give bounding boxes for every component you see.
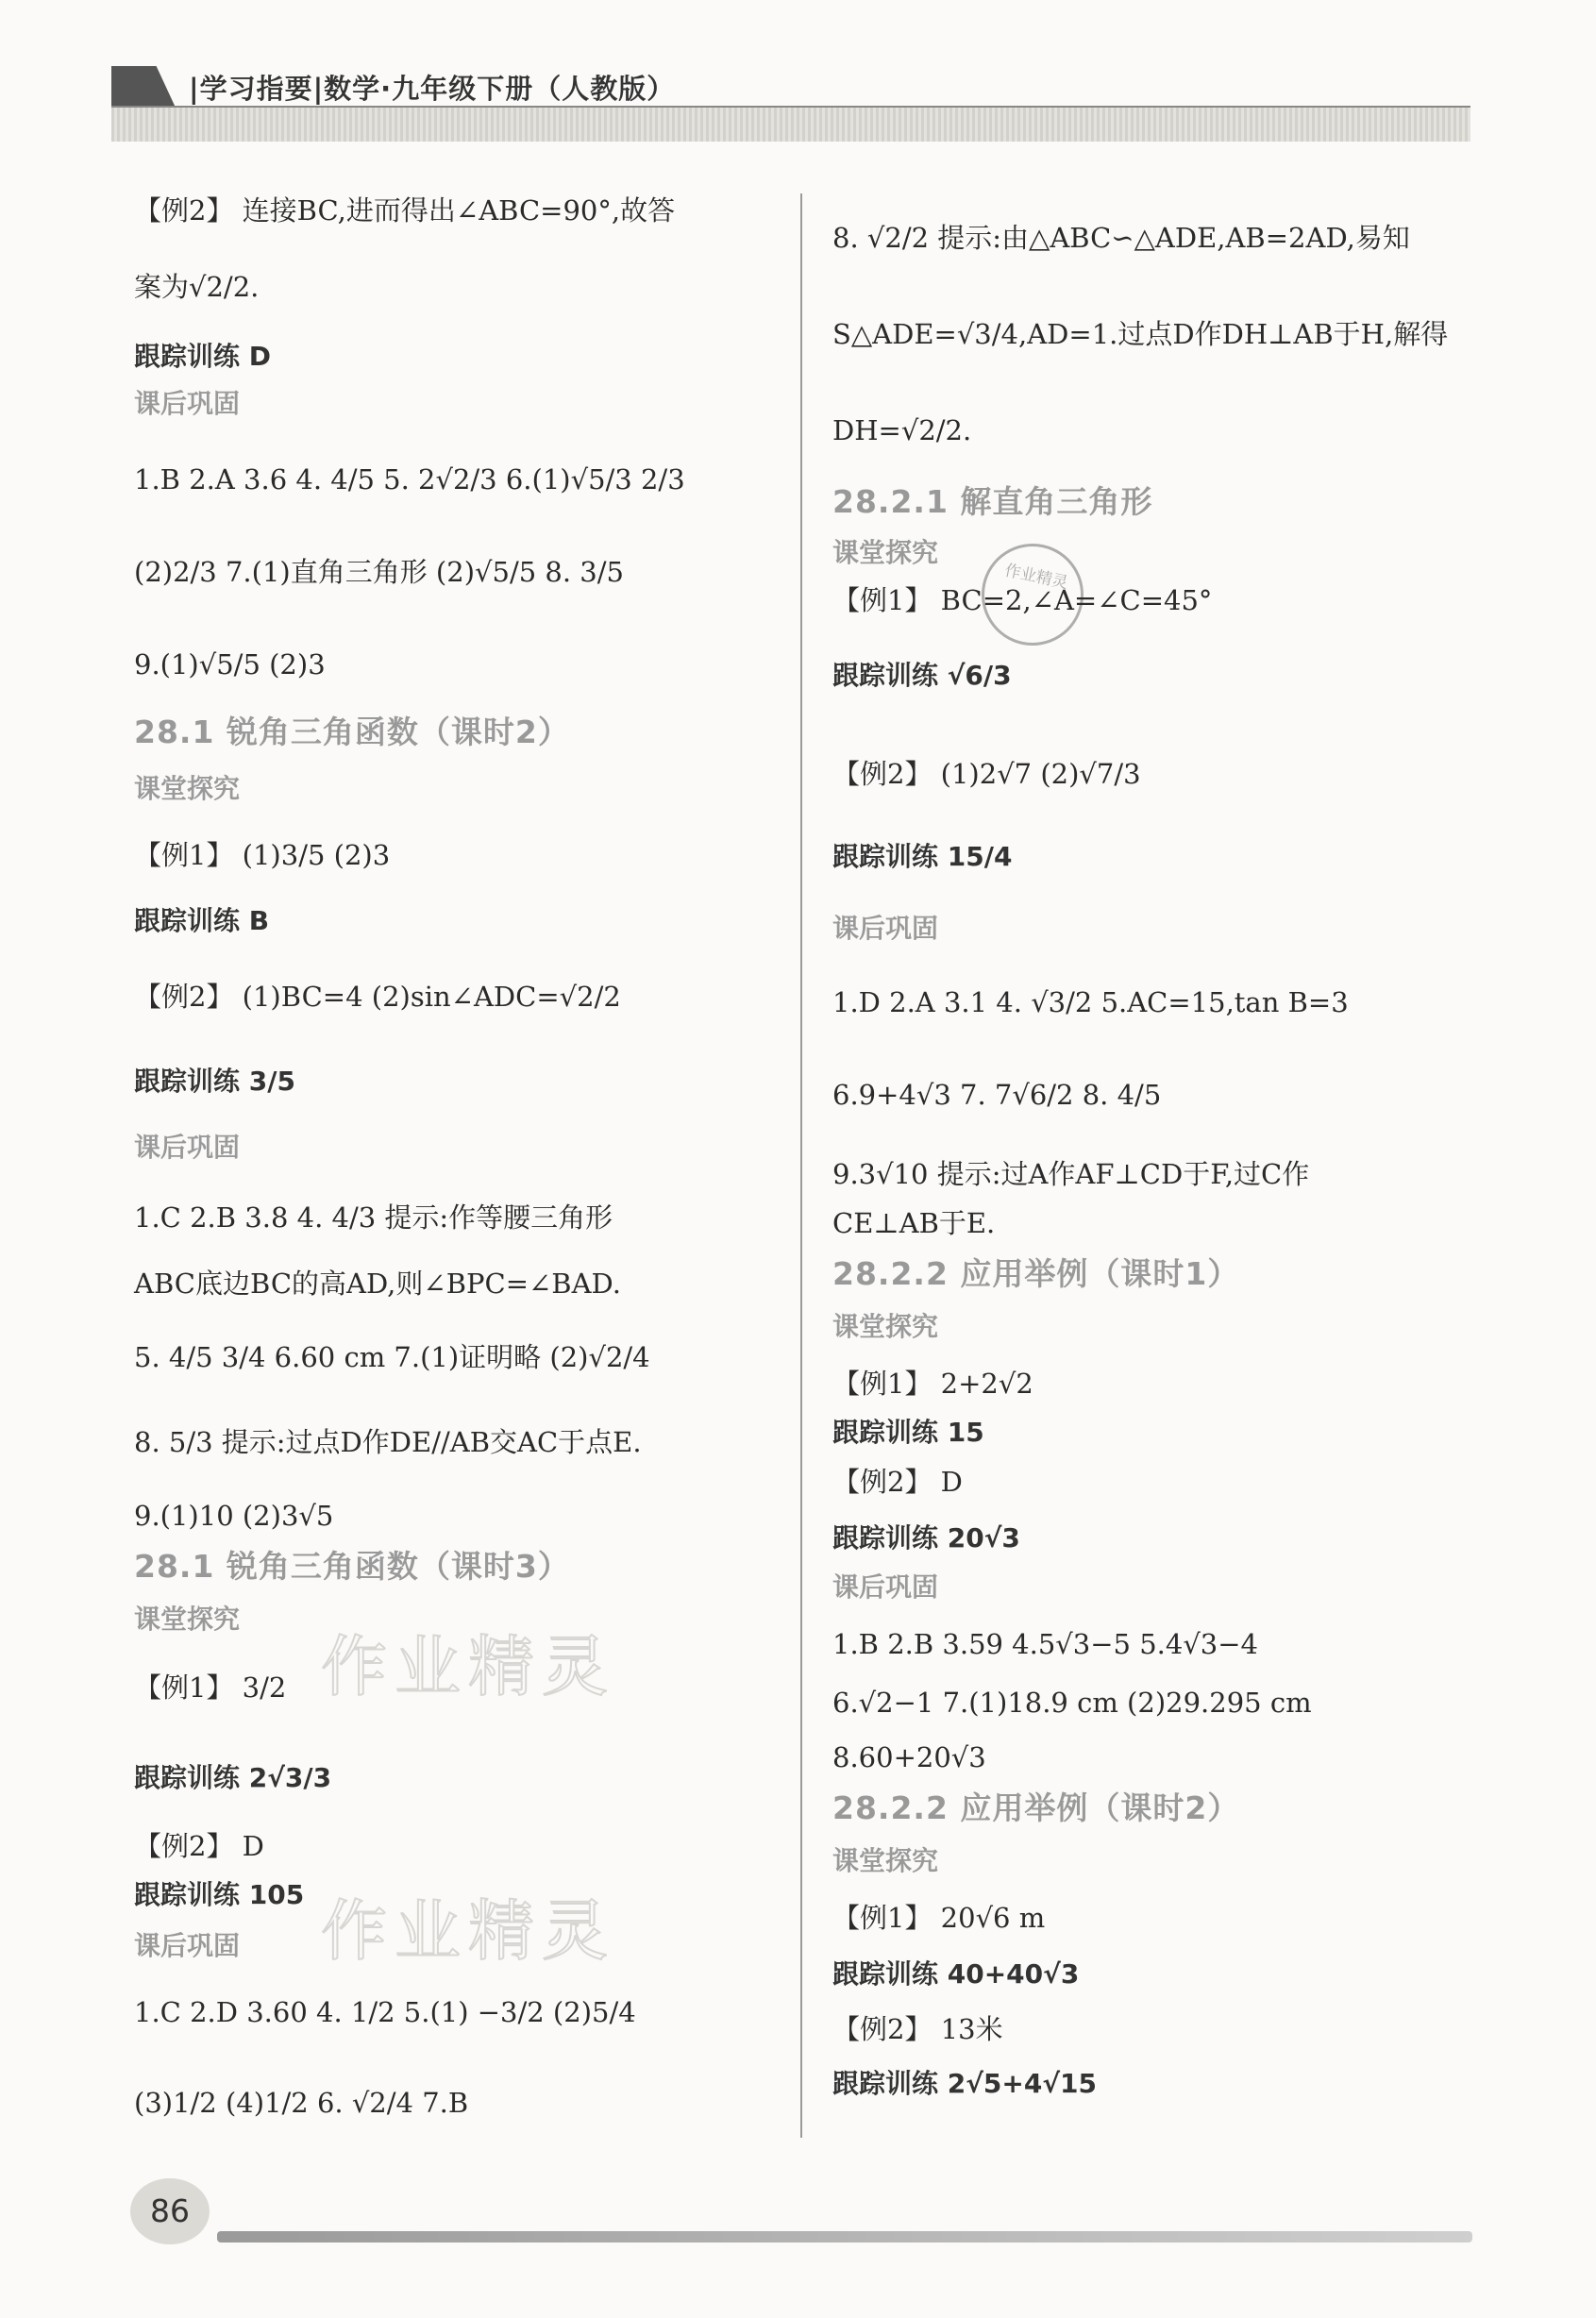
section-heading: 课堂探究 (134, 1604, 241, 1635)
section-heading: 课后巩固 (134, 1930, 241, 1961)
answer-line: 【例2】 D (832, 1466, 963, 1498)
answer-line: CE⊥AB于E. (832, 1207, 996, 1239)
header-tab-decoration (111, 66, 176, 108)
answer-line: 跟踪训练 2√5+4√15 (832, 2068, 1097, 2099)
answer-line: 跟踪训练 40+40√3 (832, 1958, 1080, 1990)
answer-line: (2)2/3 7.(1)直角三角形 (2)√5/5 8. 3/5 (134, 556, 624, 588)
answer-line: DH=√2/2. (832, 414, 972, 446)
column-divider (800, 193, 802, 2138)
answer-line: 6.√2−1 7.(1)18.9 cm (2)29.295 cm (832, 1687, 1312, 1719)
watermark: 作业精灵 (321, 1628, 615, 1705)
answer-line: 案为√2/2. (134, 271, 260, 303)
answer-line: 1.C 2.B 3.8 4. 4/3 提示:作等腰三角形 (134, 1201, 613, 1234)
answer-line: 5. 4/5 3/4 6.60 cm 7.(1)证明略 (2)√2/4 (134, 1341, 650, 1373)
header-texture-bar (111, 108, 1470, 142)
answer-line: 1.B 2.A 3.6 4. 4/5 5. 2√2/3 6.(1)√5/3 2/3 (134, 463, 685, 496)
answer-line: 【例2】 连接BC,进而得出∠ABC=90°,故答 (134, 194, 676, 227)
answer-line: 9.3√10 提示:过A作AF⊥CD于F,过C作 (832, 1158, 1310, 1190)
answer-line: 【例2】 (1)BC=4 (2)sin∠ADC=√2/2 (134, 981, 621, 1013)
answer-line: 1.C 2.D 3.60 4. 1/2 5.(1) −3/2 (2)5/4 (134, 1996, 636, 2028)
answer-line: 跟踪训练 105 (134, 1879, 305, 1910)
answer-line: 跟踪训练 2√3/3 (134, 1762, 332, 1793)
answer-line: 【例2】 13米 (832, 2013, 1003, 2045)
answer-line: 1.B 2.B 3.59 4.5√3−5 5.4√3−4 (832, 1628, 1259, 1660)
answer-line: 跟踪训练 √6/3 (832, 660, 1012, 691)
answer-line: 跟踪训练 20√3 (832, 1522, 1020, 1554)
lesson-title: 28.2.2 应用举例（课时2） (832, 1789, 1240, 1826)
section-heading: 课堂探究 (832, 537, 939, 568)
lesson-title: 28.2.1 解直角三角形 (832, 483, 1153, 520)
answer-line: 8. 5/3 提示:过点D作DE//AB交AC于点E. (134, 1426, 642, 1458)
footer-bar (217, 2231, 1472, 2242)
answer-line: 【例1】 (1)3/5 (2)3 (134, 839, 391, 871)
header-title: |学习指要|数学·九年级下册（人教版） (189, 73, 676, 105)
answer-line: (3)1/2 (4)1/2 6. √2/4 7.B (134, 2087, 469, 2119)
answer-line: 【例2】 D (134, 1830, 264, 1862)
answer-line: 9.(1)10 (2)3√5 (134, 1500, 334, 1532)
watermark: 作业精灵 (321, 1892, 615, 1970)
lesson-title: 28.1 锐角三角函数（课时3） (134, 1548, 570, 1585)
section-heading: 课堂探究 (134, 773, 241, 804)
answer-line: 跟踪训练 15/4 (832, 841, 1013, 872)
lesson-title: 28.1 锐角三角函数（课时2） (134, 714, 570, 750)
answer-line: 跟踪训练 D (134, 341, 271, 372)
answer-line: S△ADE=√3/4,AD=1.过点D作DH⊥AB于H,解得 (832, 318, 1449, 350)
section-heading: 课后巩固 (134, 1132, 241, 1163)
answer-line: 8.60+20√3 (832, 1741, 986, 1773)
answer-line: 跟踪训练 3/5 (134, 1066, 295, 1097)
answer-line: 跟踪训练 15 (832, 1417, 984, 1448)
lesson-title: 28.2.2 应用举例（课时1） (832, 1255, 1240, 1292)
answer-line: 【例1】 3/2 (134, 1671, 287, 1704)
answer-line: 【例1】 BC=2,∠A=∠C=45° (832, 584, 1213, 616)
section-heading: 课后巩固 (832, 913, 939, 944)
answer-line: 9.(1)√5/5 (2)3 (134, 648, 326, 680)
answer-line: 1.D 2.A 3.1 4. √3/2 5.AC=15,tan B=3 (832, 986, 1349, 1018)
answer-line: 【例1】 20√6 m (832, 1902, 1046, 1934)
answer-line: 6.9+4√3 7. 7√6/2 8. 4/5 (832, 1079, 1162, 1111)
answer-line: 【例1】 2+2√2 (832, 1368, 1033, 1400)
section-heading: 课堂探究 (832, 1311, 939, 1342)
stamp: 作业精灵 (972, 534, 1093, 655)
section-heading: 课后巩固 (134, 388, 241, 419)
answer-line: 跟踪训练 B (134, 905, 270, 936)
answer-line: 8. √2/2 提示:由△ABC∽△ADE,AB=2AD,易知 (832, 222, 1410, 254)
page-number: 86 (130, 2178, 210, 2244)
answer-line: 【例2】 (1)2√7 (2)√7/3 (832, 758, 1141, 790)
section-heading: 课堂探究 (832, 1845, 939, 1876)
answer-line: ABC底边BC的高AD,则∠BPC=∠BAD. (134, 1268, 621, 1300)
section-heading: 课后巩固 (832, 1571, 939, 1603)
